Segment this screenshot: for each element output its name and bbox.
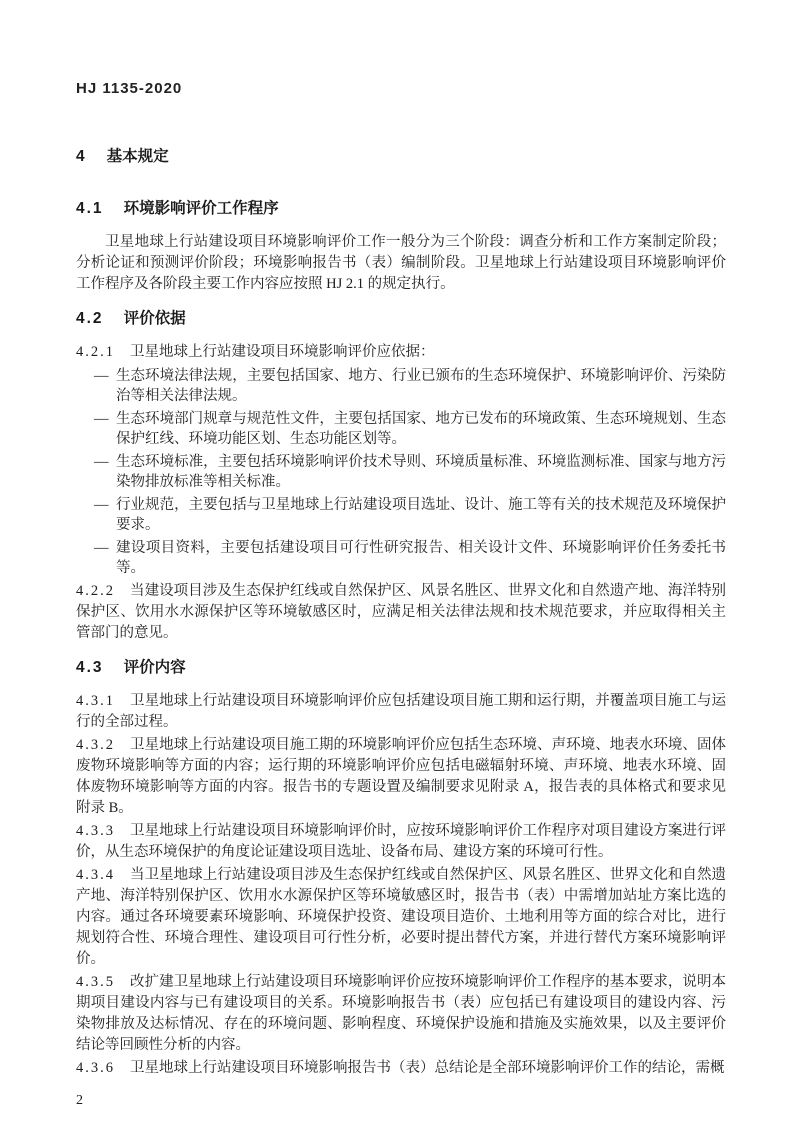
paragraph-4-3-3 [76,821,726,863]
list-item-text: 行业规范，主要包括与卫星地球上行站建设项目选址、设计、施工等有关的技术规范及环境保护要求。 [116,497,726,533]
section-4-1-title: 环境影响评价工作程序 [123,200,279,217]
paragraph-4-3-1 [76,691,726,733]
dash-marker: — [94,497,109,513]
paragraph-4-3-3-number: 4.3.3 [76,823,115,839]
section-4-title: 基本规定 [106,148,169,165]
section-4-2-title: 评价依据 [123,310,186,327]
section-4-2-number: 4.2 [76,310,104,327]
list-item-text: 生态环境法律法规，主要包括国家、地方、行业已颁布的生态环境保护、环境影响评价、污染防治等相关法律法规。 [116,368,726,404]
paragraph-4-3-2-text: 卫星地球上行站建设项目施工期的环境影响评价应包括生态环境、声环境、地表水环境、固体废物环境影响等方面的内容；运行期的环境影响评价应包括电磁辐射环境、声环境、地表水环境、固体废物环境影响等方面的内容。报告书的专题设置及编制要求见附录 A，报告表的具体格式和要求见附录 B。 [76,737,726,816]
section-4-3-heading [76,657,726,678]
paragraph-4-3-3-text: 卫星地球上行站建设项目环境影响评价时，应按环境影响评价工作程序对项目建设方案进行评价，从生态环境保护的角度论证建设项目选址、设备布局、建设方案的环境可行性。 [76,823,726,860]
paragraph-4-3-2-number: 4.3.2 [76,737,115,753]
paragraph-4-1: 卫星地球上行站建设项目环境影响评价工作一般分为三个阶段：调查分析和工作方案制定阶段；分析论证和预测评价阶段；环境影响报告书（表）编制阶段。卫星地球上行站建设项目环境影响评价工作程序及各阶段主要工作内容应按照 HJ 2.1 的规定执行。 [76,234,726,292]
paragraph-4-2-2-number: 4.2.2 [76,583,115,599]
list-item [76,409,726,449]
paragraph-4-2-1 [76,342,726,363]
section-4-1-number: 4.1 [76,200,104,217]
paragraph-4-2-1-text: 卫星地球上行站建设项目环境影响评价应依据： [130,344,435,360]
section-4-2-heading [76,308,726,329]
paragraph-4-2-1-number: 4.2.1 [76,344,115,360]
list-item-text: 建设项目资料，主要包括建设项目可行性研究报告、相关设计文件、环境影响评价任务委托书等。 [116,540,726,576]
list-item-text: 生态环境标准，主要包括环境影响评价技术导则、环境质量标准、环境监测标准、国家与地方污染物排放标准等相关标准。 [116,454,726,490]
paragraph-4-2-2-text: 当建设项目涉及生态保护红线或自然保护区、风景名胜区、世界文化和自然遗产地、海洋特别保护区、饮用水水源保护区等环境敏感区时，应满足相关法律法规和技术规范要求，并应取得相关主管部门的意见。 [76,583,726,641]
paragraph-4-3-4 [76,865,726,970]
list-item-text: 生态环境部门规章与规范性文件，主要包括国家、地方已发布的环境政策、生态环境规划、生态保护红线、环境功能区划、生态功能区划等。 [116,411,726,447]
dash-marker: — [94,540,109,556]
list-item [76,495,726,535]
doc-code: HJ 1135-2020 [76,80,183,97]
paragraph-4-3-4-number: 4.3.4 [76,867,115,883]
paragraph-4-3-5-text: 改扩建卫星地球上行站建设项目环境影响评价应按环境影响评价工作程序的基本要求，说明本期项目建设内容与已有建设项目的关系。环境影响报告书（表）应包括已有建设项目的建设内容、污染物排放及达标情况、存在的环境问题、影响程度、环境保护设施和措施及实施效果，以及主要评价结论等回顾性分析的内容。 [76,974,726,1053]
dash-marker: — [94,368,109,384]
basis-list [76,366,726,578]
paragraph-4-3-1-number: 4.3.1 [76,693,115,709]
dash-marker: — [94,454,109,470]
paragraph-4-3-6 [76,1058,726,1079]
paragraph-4-3-6-number: 4.3.6 [76,1060,115,1076]
paragraph-4-3-1-text: 卫星地球上行站建设项目环境影响评价应包括建设项目施工期和运行期，并覆盖项目施工与运行的全部过程。 [76,693,726,730]
section-4-1-heading [76,198,726,219]
paragraph-4-3-5 [76,972,726,1056]
dash-marker: — [94,411,109,427]
paragraph-4-3-5-number: 4.3.5 [76,974,115,990]
paragraph-4-3-2 [76,735,726,819]
paragraph-4-3-4-text: 当卫星地球上行站建设项目涉及生态保护红线或自然保护区、风景名胜区、世界文化和自然遗产地、海洋特别保护区、饮用水水源保护区等环境敏感区时，报告书（表）中需增加站址方案比选的内容。通过各环境要素环境影响、环境保护投资、建设项目造价、土地利用等方面的综合对比，进行规划符合性、环境合理性、建设项目可行性分析，必要时提出替代方案，并进行替代方案环境影响评价。 [76,867,726,967]
list-item [76,452,726,492]
section-4-3-title: 评价内容 [123,659,186,676]
paragraph-4-3-6-text: 卫星地球上行站建设项目环境影响报告书（表）总结论是全部环境影响评价工作的结论，需概 [130,1060,725,1076]
list-item [76,538,726,578]
page-number: 2 [76,1093,83,1108]
list-item [76,366,726,406]
section-4-3-number: 4.3 [76,659,104,676]
section-4-number: 4 [76,148,87,165]
section-4-heading [76,146,726,167]
paragraph-4-2-2 [76,581,726,644]
